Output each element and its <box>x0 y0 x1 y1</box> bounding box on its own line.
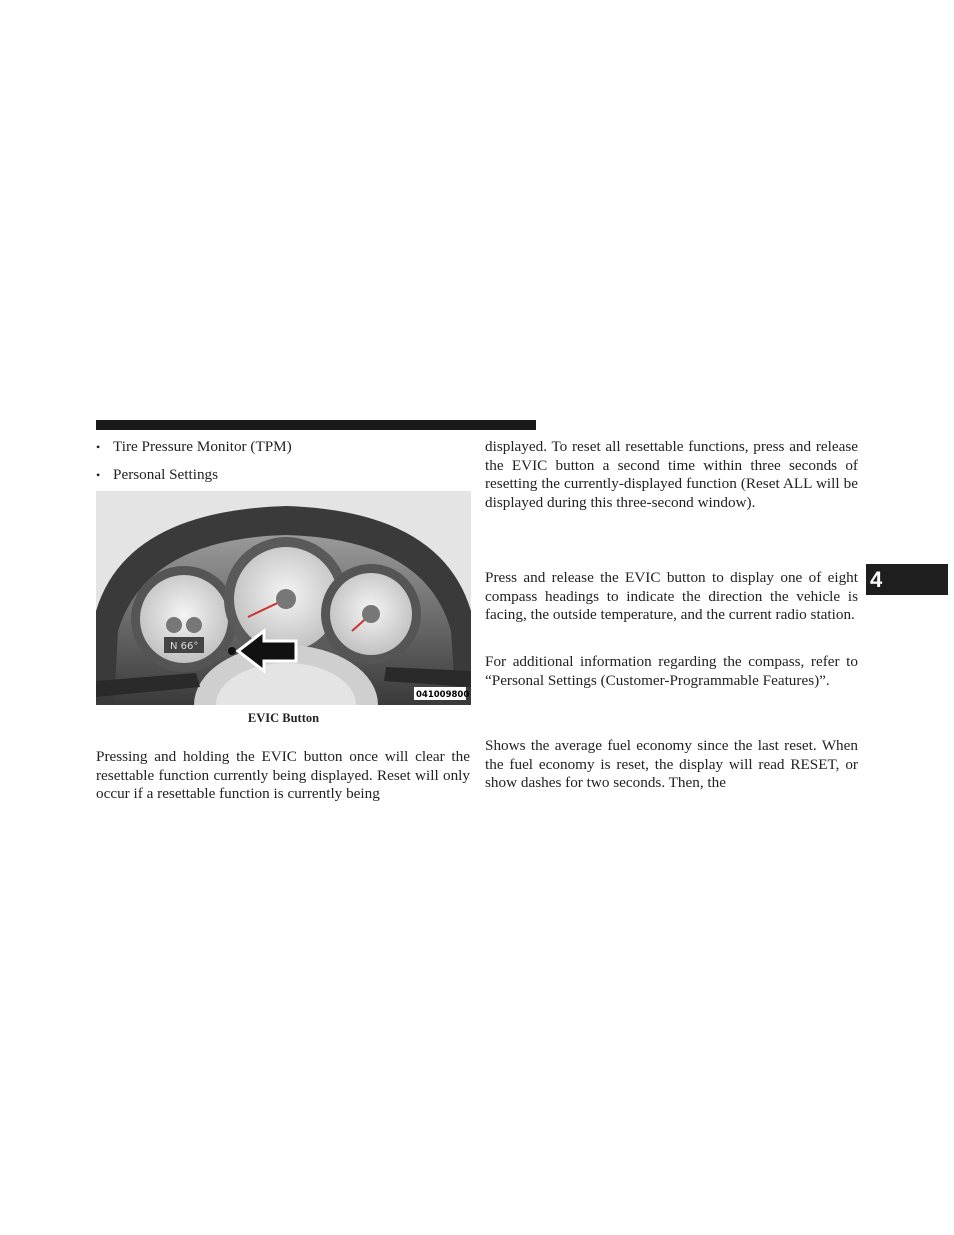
left-paragraph <box>96 748 470 804</box>
evic-button-figure <box>96 491 471 705</box>
right-paragraph-2 <box>485 569 858 625</box>
paragraph: For additional information regarding the compass, refer to “Personal Settings (Customer-Programmable Features)”. <box>485 653 858 689</box>
paragraph: Pressing and holding the EVIC button once will clear the resettable function currently being displayed. Reset will only occur if a resettable function is currently being <box>96 748 470 803</box>
list-item <box>96 466 218 485</box>
list-item <box>96 438 292 457</box>
list-item-text: Tire Pressure Monitor (TPM) <box>113 438 292 455</box>
bullet-icon: • <box>96 440 101 454</box>
paragraph: Press and release the EVIC button to display one of eight compass headings to indicate the direction the vehicle is facing, the outside temperature, and the current radio station. <box>485 569 858 624</box>
list-item-text: Personal Settings <box>113 466 219 483</box>
right-paragraph-1 <box>485 438 858 513</box>
right-paragraph-4 <box>485 737 858 793</box>
right-paragraph-3 <box>485 653 858 690</box>
chapter-tab: 4 <box>866 564 948 595</box>
section-rule <box>96 420 536 430</box>
figure-caption: EVIC Button <box>247 711 320 725</box>
paragraph: displayed. To reset all resettable functions, press and release the EVIC button a second time within three seconds of resetting the currently-displayed function (Reset ALL will be displayed during this three-second window). <box>485 438 858 512</box>
paragraph: Shows the average fuel economy since the last reset. When the fuel economy is reset, the display will read RESET, or show dashes for two seconds. Then, the <box>485 737 858 792</box>
bullet-icon: • <box>96 468 101 482</box>
figure-code: 041009800 <box>416 690 470 700</box>
gear-readout: N 66° <box>170 641 199 652</box>
